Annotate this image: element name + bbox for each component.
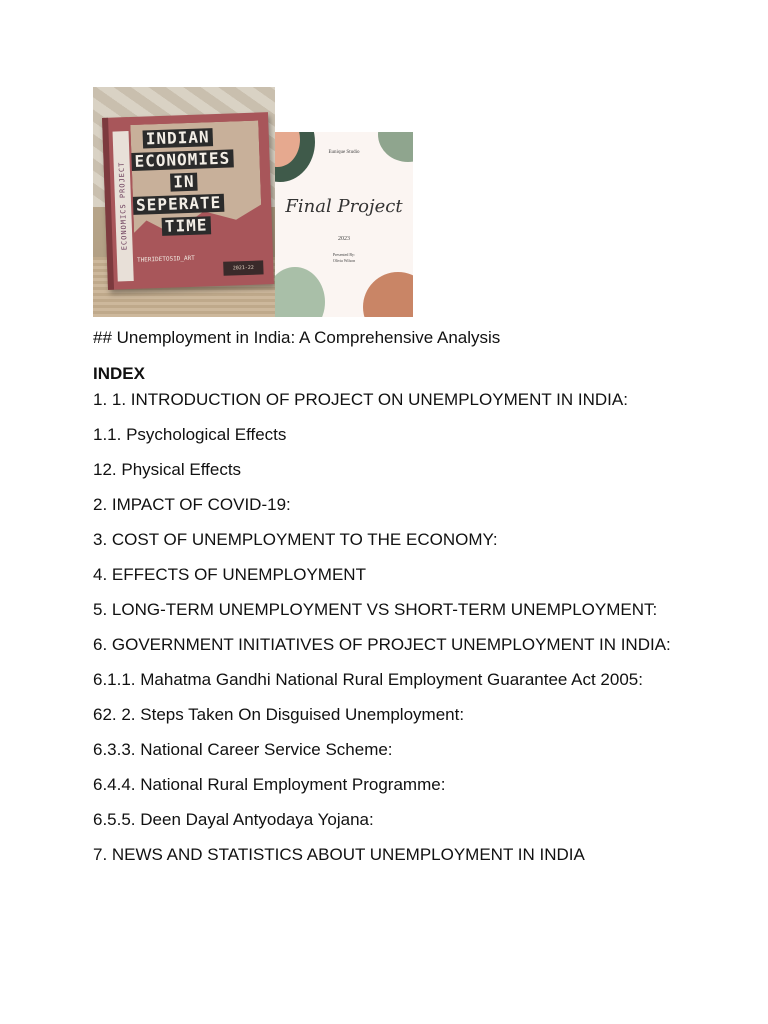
card-presented-by [275, 252, 413, 264]
card-title: Final Project [285, 196, 403, 217]
project-cover-photo [93, 87, 275, 317]
card-year: 2023 [338, 236, 350, 242]
toc-item: 6.5.5. Deen Dayal Antyodaya Yojana: [93, 810, 374, 829]
book-title-line: IN [170, 173, 198, 192]
book-title-line: INDIAN [143, 128, 213, 148]
toc-item: 3. COST OF UNEMPLOYMENT TO THE ECONOMY: [93, 530, 498, 549]
light-green-blob-shape [275, 267, 325, 317]
sage-blob-shape [378, 132, 413, 162]
book-title-line: SEPERATE [133, 194, 225, 215]
presented-by-name: Olivia Wilson [332, 258, 356, 263]
book-spine-text: ECONOMICS PROJECT [113, 131, 134, 281]
book-title-line: ECONOMIES [131, 149, 233, 171]
toc-item: 6.3.3. National Career Service Scheme: [93, 740, 393, 759]
toc-item: 1. 1. INTRODUCTION OF PROJECT ON UNEMPLOYMENT IN INDIA: [93, 390, 628, 409]
final-project-cover [275, 132, 413, 317]
document-heading: ## Unemployment in India: A Comprehensive Analysis [93, 328, 501, 347]
project-book [102, 112, 274, 290]
index-label: INDEX [93, 364, 145, 383]
toc-item: 12. Physical Effects [93, 460, 242, 479]
card-studio-name: Eunique Studio [328, 150, 360, 155]
toc-item: 62. 2. Steps Taken On Disguised Unemployment: [93, 705, 465, 724]
book-caption: THERIDETOSID_ART [136, 254, 195, 264]
toc-item: 1.1. Psychological Effects [93, 425, 287, 444]
toc-item: 5. LONG-TERM UNEMPLOYMENT VS SHORT-TERM UNEMPLOYMENT: [93, 600, 658, 619]
toc-item: 4. EFFECTS OF UNEMPLOYMENT [93, 565, 366, 584]
toc-item: 2. IMPACT OF COVID-19: [93, 495, 291, 514]
book-title-line: TIME [162, 216, 211, 236]
table-of-contents [93, 388, 693, 867]
toc-item: 6.1.1. Mahatma Gandhi National Rural Employment Guarantee Act 2005: [93, 670, 643, 689]
document-body [93, 327, 693, 867]
presented-by-label: Presented By: [332, 252, 356, 257]
book-year: 2021-22 [223, 260, 263, 275]
toc-item: 6.4.4. National Rural Employment Programme: [93, 775, 446, 794]
cover-images [93, 87, 413, 317]
toc-item: 6. GOVERNMENT INITIATIVES OF PROJECT UNEMPLOYMENT IN INDIA: [93, 635, 671, 654]
toc-item: 7. NEWS AND STATISTICS ABOUT UNEMPLOYMENT IN INDIA [93, 845, 585, 864]
terracotta-blob-shape [363, 272, 413, 317]
